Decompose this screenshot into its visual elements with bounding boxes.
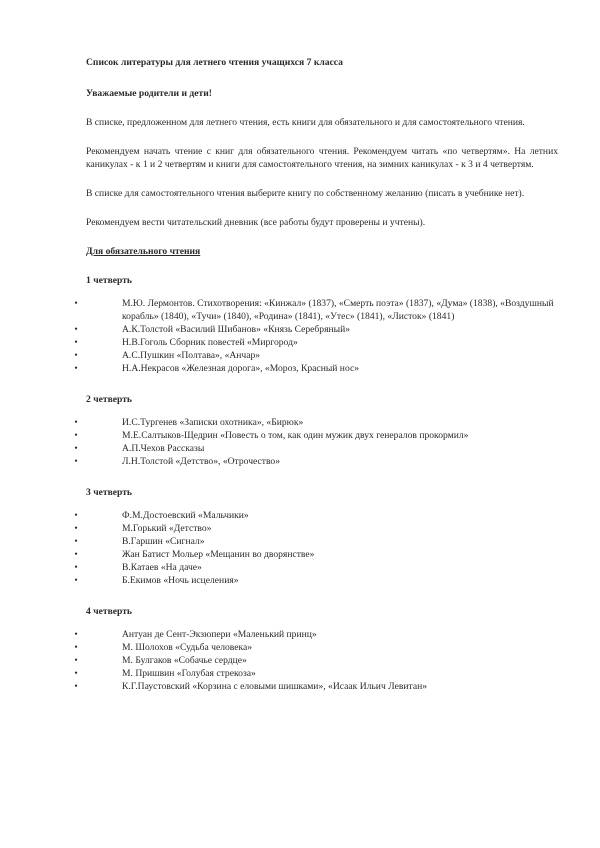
book-title: Ф.М.Достоевский «Мальчики»	[122, 510, 249, 521]
list-item	[74, 654, 558, 667]
book-title: М. Пришвин «Голубая стрекоза»	[122, 668, 256, 679]
bullet-icon: •	[74, 510, 78, 521]
book-title: А.К.Толстой «Василий Шибанов» «Князь Серебряный»	[122, 324, 351, 335]
book-title: Л.Н.Толстой «Детство», «Отрочество»	[122, 456, 281, 467]
bullet-icon: •	[74, 523, 78, 534]
bullet-icon: •	[74, 337, 78, 348]
section-heading: Для обязательного чтения	[86, 246, 201, 257]
book-list	[74, 297, 558, 375]
book-title: Жан Батист Мольер «Мещанин во дворянстве»	[122, 549, 315, 560]
bullet-icon: •	[74, 350, 78, 361]
list-item	[74, 561, 558, 574]
bullet-icon: •	[74, 549, 78, 560]
list-item	[74, 548, 558, 561]
book-title: В.Гаршин «Сигнал»	[122, 536, 205, 547]
bullet-icon: •	[74, 575, 78, 586]
quarter-heading: 1 четверть	[86, 275, 133, 286]
list-item	[74, 362, 558, 375]
list-item	[74, 442, 558, 455]
list-item	[74, 416, 558, 429]
list-item	[74, 509, 558, 522]
list-item	[74, 680, 558, 693]
bullet-icon: •	[74, 363, 78, 374]
diary-paragraph: Рекомендуем вести читательский дневник (все работы будут проверены и учтены).	[86, 217, 426, 228]
list-item	[74, 522, 558, 535]
book-title: Н.А.Некрасов «Железная дорога», «Мороз, Красный нос»	[122, 363, 360, 374]
book-title: К.Г.Паустовский «Корзина с еловыми шишками», «Исаак Ильич Левитан»	[122, 681, 428, 692]
bullet-icon: •	[74, 298, 78, 309]
book-title: Б.Екимов «Ночь исцеления»	[122, 575, 239, 586]
bullet-icon: •	[74, 562, 78, 573]
list-item	[74, 336, 558, 349]
list-item	[74, 297, 558, 323]
bullet-icon: •	[74, 642, 78, 653]
page-title: Список литературы для летнего чтения учащихся 7 класса	[86, 57, 343, 68]
book-list	[74, 509, 558, 587]
bullet-icon: •	[74, 430, 78, 441]
free-choice-paragraph: В списке для самостоятельного чтения выберите книгу по собственному желанию (писать в учебнике нет).	[86, 188, 525, 199]
bullet-icon: •	[74, 536, 78, 547]
list-item	[74, 535, 558, 548]
list-item	[74, 628, 558, 641]
bullet-icon: •	[74, 655, 78, 666]
bullet-icon: •	[74, 681, 78, 692]
book-title: Антуан де Сент-Экзюпери «Маленький принц»	[122, 629, 317, 640]
bullet-icon: •	[74, 417, 78, 428]
list-item	[74, 455, 558, 468]
book-title: Н.В.Гоголь Сборник повестей «Миргород»	[122, 337, 298, 348]
quarter-heading: 2 четверть	[86, 394, 133, 405]
book-title: И.С.Тургенев «Записки охотника», «Бирюк»	[122, 417, 304, 428]
list-item	[74, 349, 558, 362]
bullet-icon: •	[74, 443, 78, 454]
list-item	[74, 641, 558, 654]
book-title: М. Булгаков «Собачье сердце»	[122, 655, 247, 666]
quarter-heading: 4 четверть	[86, 606, 133, 617]
list-item	[74, 323, 558, 336]
reading-order-paragraph: Рекомендуем начать чтение с книг для обязательного чтения. Рекомендуем читать «по четвертям». На летних каникулах - к 1 и 2 четвертям и книги для самостоятельного чтения, на зимних каникулах - к 3 и 4 четвертям.	[86, 146, 558, 170]
book-title: М.Горький «Детство»	[122, 523, 212, 534]
intro-paragraph: В списке, предложенном для летнего чтения, есть книги для обязательного и для самостоятельного чтения.	[86, 117, 525, 128]
bullet-icon: •	[74, 668, 78, 679]
book-list	[74, 628, 558, 693]
quarter-heading: 3 четверть	[86, 487, 133, 498]
book-title: М.Е.Салтыков-Щедрин «Повесть о том, как один мужик двух генералов прокормил»	[122, 430, 469, 441]
book-title: А.С.Пушкин «Полтава», «Анчар»	[122, 350, 261, 361]
bullet-icon: •	[74, 456, 78, 467]
list-item	[74, 429, 558, 442]
bullet-icon: •	[74, 629, 78, 640]
book-list	[74, 416, 558, 468]
list-item	[74, 574, 558, 587]
book-title: М. Шолохов «Судьба человека»	[122, 642, 253, 653]
book-title: В.Катаев «На даче»	[122, 562, 202, 573]
list-item	[74, 667, 558, 680]
bullet-icon: •	[74, 324, 78, 335]
book-title: М.Ю. Лермонтов. Стихотворения: «Кинжал» (1837), «Смерть поэта» (1837), «Дума» (1838), «Воздушный корабль» (1840), «Тучи» (1840), «Родина» (1841), «Утес» (1841), «Листок» (1841)	[122, 298, 554, 322]
book-title: А.П.Чехов Рассказы	[122, 443, 205, 454]
greeting: Уважаемые родители и дети!	[86, 88, 212, 99]
